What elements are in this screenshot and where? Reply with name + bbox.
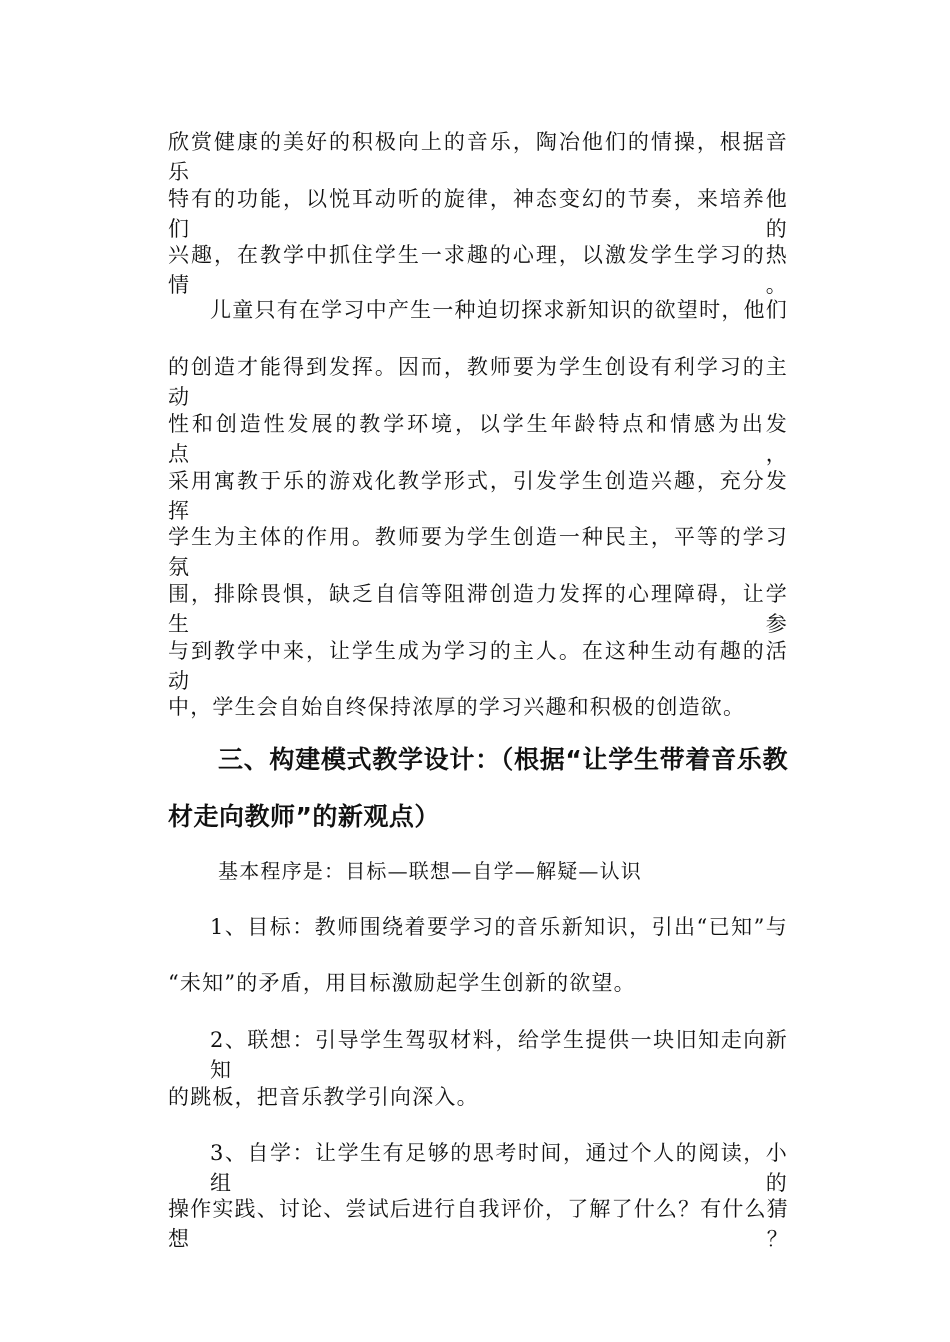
section3-heading-line-1: 三、构建模式教学设计：（根据“让学生带着音乐教 — [218, 745, 788, 774]
item1-line-2: “未知”的矛盾，用目标激励起学生创新的欲望。 — [168, 971, 636, 995]
paragraph1-line-1: 欣赏健康的美好的积极向上的音乐，陶冶他们的情操，根据音乐 — [168, 130, 788, 184]
item2-line-1: 2、联想：引导学生驾驭材料，给学生提供一块旧知走向新知 — [210, 1028, 788, 1082]
paragraph2-line-6: 围，排除畏惧，缺乏自信等阻滞创造力发挥的心理障碍，让学生参 — [168, 582, 788, 636]
paragraph1-line-2: 特有的功能，以悦耳动听的旋律，神态变幻的节奏，来培养他们的 — [168, 187, 788, 241]
item3-line-1: 3、自学：让学生有足够的思考时间，通过个人的阅读，小组的 — [210, 1141, 788, 1195]
paragraph2-line-8: 中，学生会自始自终保持浓厚的学习兴趣和积极的创造欲。 — [168, 695, 746, 719]
item2-line-2: 的跳板，把音乐教学引向深入。 — [168, 1085, 479, 1109]
paragraph2-line-3: 性和创造性发展的教学环境，以学生年龄特点和情感为出发点， — [168, 412, 788, 466]
item3-line-2: 操作实践、讨论、尝试后进行自我评价，了解了什么？有什么猜想？ — [168, 1197, 788, 1251]
section3-heading-line-2: 材走向教师”的新观点） — [168, 802, 440, 831]
paragraph1-line-3: 兴趣，在教学中抓住学生一求趣的心理，以激发学生学习的热情。 — [168, 243, 788, 297]
paragraph2-line-5: 学生为主体的作用。教师要为学生创造一种民主，平等的学习氛 — [168, 525, 788, 579]
paragraph2-line-1: 儿童只有在学习中产生一种迫切探求新知识的欲望时，他们 — [210, 298, 788, 322]
paragraph2-line-2: 的创造才能得到发挥。因而，教师要为学生创设有利学习的主动 — [168, 355, 788, 409]
paragraph2-line-7: 与到教学中来，让学生成为学习的主人。在这种生动有趣的活动 — [168, 639, 788, 693]
item1-line-1: 1、目标：教师围绕着要学习的音乐新知识，引出“已知”与 — [210, 915, 788, 939]
program-line: 基本程序是：目标—联想—自学—解疑—认识 — [218, 859, 642, 883]
paragraph2-line-4: 采用寓教于乐的游戏化教学形式，引发学生创造兴趣，充分发挥 — [168, 469, 788, 523]
